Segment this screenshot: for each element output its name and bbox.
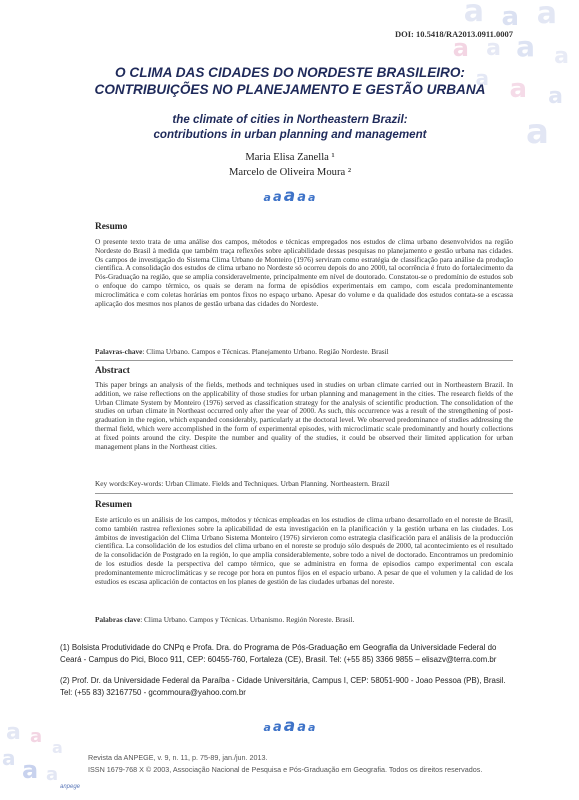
decorative-letter-pattern-top: a a a a a a a a a a a <box>452 0 569 152</box>
anpege-logo-separator-bottom: a a a a a <box>263 716 316 736</box>
journal-footer <box>88 752 482 776</box>
abstract-heading: Abstract <box>95 366 130 376</box>
journal-citation: Revista da ANPEGE, v. 9, n. 11, p. 75-89, jan./jun. 2013. <box>88 753 268 762</box>
abstract-text: This paper brings an analysis of the fields, methods and techniques used in studies on urban climate carried out in Northeastern Brazil. In addition, we raise reflections on the applicability of those studies for urban planning and management in the cities. The research fields of the Urban Climate System by Monteiro (1976) served as classification strategy for the analysis of scientific production. The consolidation of the studies on urban climate in Northeast occurred only after the year of 2000. As such, this occurrence was a result of the strengthening of post-graduation in the region, which expanded considerably, particularly at the doctoral level. We observed predominance of studies addressing the thermal field, which were accomplished in the form of experimental episodes, with microclimatic scale predominantly and hourly collections at fixed points around the city. Despite the number and quality of the studies, it could be observed their limited application for urban management plans in the Northeast cities. <box>95 380 513 451</box>
decorative-letter-pattern-bottom: a a a a a a <box>2 720 63 785</box>
resumo-text: O presente texto trata de uma análise dos campos, métodos e técnicas empregados nos estudos de clima urbano desenvolvidos na região Nordeste do Brasil à medida que também traça reflexões sobre aplicabilidade dessas pesquisas no planejamento e gestão urbana nas cidades. Os campos de investigação do Sistema Clima Urbano de Monteiro (1976) serviram como estratégia de classificação para análise da produção científica. A consolidação dos estudos de clima urbano no Nordeste só ocorreu depois do ano 2000, tal ocorrência é fruto do fortalecimento da Pós-Graduação na região, que se amplia consideravelmente, principalmente em nível de doutorado. Constatou-se o predomínio de estudos sob o enfoque do campo térmico, os quais se deram na forma de episódios experimentais em campo, com escala predominantemente microclimática e com coletas horárias em pontos fixos no espaço urbano. Apesar do volume e da qualidade dos estudos contata-se a escassa aplicação dos mesmos nos planos de gestão urbana das cidades do Nordeste. <box>95 237 513 308</box>
subtitle-line-2: contributions in urban planning and management <box>153 128 427 141</box>
resumen-text: Este artículo es un análisis de los campos, métodos y técnicas empleadas en los estudios de clima urbano desarrollado en el noreste de Brasil, como también rastrea reflexiones sobre la aplicabilidad de esta investigación en la planificación y la gestión urbana en las ciudades. Los ámbitos de investigación del Clima Urbano Sistema Monteiro (1976) sirvieron como estrategia clasificación para el análisis de la producción científica. La consolidación de los estudios del clima urbano en el noreste se produjo sólo después de 2000, tal acontecimiento es el resultado de la consolidación de Postgrado en la región, lo que amplía considerablemente, sobre todo a nivel de doctorado. Encontramos un predominio de los estudios desde la perspectiva del campo térmico, que se administra en forma de episodios campo experimental con escala predominantemente microclimáticas y se recoge por hora en puntos fijos en el espacio urbano. A pesar de que el volumen y la calidad de los estudios es escasa aplicación de contactos en los planes de gestión de las ciudades urbanas del noreste. <box>95 515 513 586</box>
footnote-1: (1) Bolsista Produtividade do CNPq e Profa. Dra. do Programa de Pós-Graduação em Geografia da Universidade Federal do Ceará - Campus do Pici, Bloco 911, CEP: 60455-760, Fortaleza (CE), Brasil. Tel: (+55 85) 3366 9855 – elisazv@terra.com.br <box>60 643 497 664</box>
resumo-heading: Resumo <box>95 222 128 232</box>
abstract-keywords: Key words:Key-words: Urban Climate. Fields and Techniques. Urban Planning. Northeastern. Brazil <box>95 479 390 488</box>
footnote-2: (2) Prof. Dr. da Universidade Federal da Paraíba - Cidade Universitária, Campus I, CEP: 58051-900 - Joao Pessoa (PB), Brasil. Tel: (+55 83) 32167750 - gcommoura@yahoo.com.br <box>60 676 506 697</box>
author-1: Maria Elisa Zanella ¹ <box>245 152 335 163</box>
article-subtitle-english <box>60 112 520 142</box>
resumen-keywords: Palabras clave: Clima Urbano. Campos y Técnicas. Urbanismo. Región Noreste. Brasil. <box>95 615 355 624</box>
subtitle-line-1: the climate of cities in Northeastern Brazil: <box>172 113 408 126</box>
authors <box>60 150 520 180</box>
author-2: Marcelo de Oliveira Moura ² <box>228 167 351 178</box>
resumen-heading: Resumen <box>95 500 132 510</box>
doi-label: DOI: 10.5418/RA2013.0911.0007 <box>394 29 513 39</box>
journal-copyright: ISSN 1679-768 X © 2003, Associação Nacional de Pesquisa e Pós-Graduação em Geografia. Todos os direitos reservados. <box>88 765 483 774</box>
anpege-brand-mark: anpege <box>60 784 81 790</box>
resumo-keywords: Palavras-chave: Clima Urbano. Campos e Técnicas. Planejamento Urbano. Região Nordeste. Brasil <box>95 347 389 356</box>
section-divider <box>95 493 513 494</box>
section-divider <box>95 360 513 361</box>
anpege-logo-separator-top: a a a a a <box>263 186 316 206</box>
article-title: O CLIMA DAS CIDADES DO NORDESTE BRASILEIRO: CONTRIBUIÇÕES NO PLANEJAMENTO E GESTÃO URBANA <box>94 65 486 97</box>
